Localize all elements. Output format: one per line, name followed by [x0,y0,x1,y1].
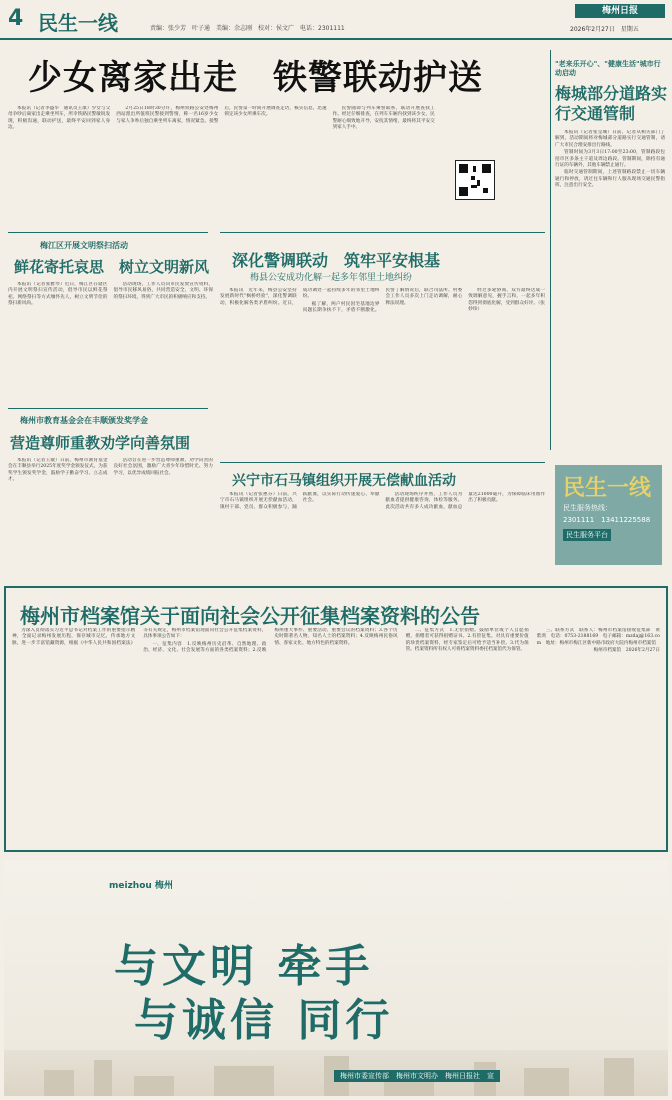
fund-body: 本报讯（记者张雅琴）近日，梅江区在辖区内开展文明祭扫宣传活动，倡导市民以鲜花祭祀、网络祭扫等方式缅怀先人，树立文明节俭的祭扫新风尚。 活动现场，工作人员向市民发放宣传资料，倡导市民移风易俗，共同营造安全、文明、环保的祭扫环境，得到广大市民的积极响应和支持。 [8,282,213,307]
sidebar-headline: 梅城部分道路实行交通管制 [555,84,668,123]
page-number: 4 [8,6,24,31]
column-divider [550,50,551,450]
edu-body: 本报讯（记者王敏）日前，梅州市教育基金会在丰顺县举行2025年度奖学金颁发仪式，为获奖学生颁发奖学金，鼓励学子勤奋学习、立志成才。 活动旨在进一步营造尊师重教、劝学向善的良好社会氛围，激励广大青少年珍惜时光、努力学习，以优异成绩回报社会。 [8,458,213,483]
divider [8,232,208,233]
police-subhead: 梅县公安成功化解一起多年邻里土地纠纷 [250,273,413,283]
hotline-ad [555,465,662,565]
sidebar-kicker: "老来乐开心"、"健康生活"城市行动启动 [555,60,661,77]
banner-line-1: 与文明 牵手 [114,941,374,992]
edu-headline: 营造尊师重教劝学向善氛围 [10,434,191,452]
ad-title: 民生一线 [563,476,652,501]
civic-banner [4,860,668,1096]
qr-code-icon [455,160,495,200]
sidebar-body: 本报讯（记者张莹珊）日前，记者从相关部门了解到，活动期间将对梅城部分道路实行交通管制，请广大市民合理安排出行路线。 管制时间为3月3日17:00至23:00，管制路段包括市区多条主干道及周边路段。管制期间，除持有通行证的车辆外，其他车辆禁止通行。 临时交通管制期间，上述管制路段禁止一切车辆通行和停放，请过往车辆和行人服从现场交通民警指挥，注意出行安全。 [555,130,665,189]
divider [8,408,208,409]
blood-headline: 兴宁市石马镇组织开展无偿献血活动 [232,473,456,489]
section-title: 民生一线 [38,11,118,35]
archive-body: 为深入贯彻落实习近平总书记对档案工作的重要指示精神，全面记录梅州发展历程，保存城市记忆，传承地方文脉，进一步丰富馆藏资源，根据《中华人民共和国档案法》等有关规定，梅州市档案馆现面向社会公开征集档案资料，具体事项公告如下： 一、征集内容 1.反映梅州历史沿革、自然地理、政治、经济、文化、社会发展等方面的各类档案资料；2.反映梅州重大事件、重要活动、重要会议的档案资料；3.各个历史时期著名人物、知名人士的档案资料；4.反映梅州民俗风情、客家文化、地方特色的档案资料。 二、征集方式 1.无偿捐赠。鼓励单位或个人自愿捐赠，捐赠者可获得捐赠证书。2.有偿征集。对具有重要价值的珍贵档案资料，经专家鉴定后可给予适当补偿。3.代为保管。档案资料所有权人可将档案资料委托档案馆代为保管。 三、联系方式 联系人：梅州市档案馆接收征集部 黄紫鸿 电话：0753-2188169 电子邮箱：mzdaj@163.com 地址：梅州市梅江区新中路市政府大院内梅州市档案馆 梅州市档案馆 2026年2月27日 [12,628,660,654]
fund-kicker: 梅江区开展文明祭扫活动 [40,241,128,250]
edu-kicker: 梅州市教育基金会在丰顺颁发奖学金 [20,416,148,425]
ad-hotline-label: 民生服务热线： [563,504,612,512]
lead-headline: 少女离家出走 铁警联动护送 [28,58,483,98]
editor-credits: 责编：张少芳 叶子通 美编：余志刚 校对：侯文广 电话：2301111 [150,25,345,32]
fund-headline: 鲜花寄托哀思 树立文明新风 [14,258,210,276]
banner-brand: meizhou 梅州 [109,881,173,891]
banner-line-2: 与诚信 同行 [134,995,394,1046]
archive-headline: 梅州市档案馆关于面向社会公开征集档案资料的公告 [20,604,480,628]
blood-body: 本报讯（记者张惠芬）日前，兴宁市石马镇组织开展无偿献血活动，镇村干部、党员、群众积极参与，踊跃献血，以实际行动传递爱心、奉献社会。 活动现场秩序井然，工作人员为献血者提供健康咨询、体检等服务。此次活动共有多人成功献血，献血总量达21000毫升，为保障临床用血作出了积极贡献。 [220,492,545,510]
police-headline: 深化警调联动 筑牢平安根基 [232,251,441,270]
banner-sponsors: 梅州市委宣传部 梅州市文明办 梅州日报社 宣 [334,1070,500,1082]
ad-phone: 2301111 13411225588 [563,516,651,524]
police-body: 本报讯 近年来，梅县公安坚持发展新时代"枫桥经验"，深化警调联动，积极化解各类矛盾纠纷。近日，成功调处一起持续多年的邻里土地纠纷。 据了解，两户村民因宅基地边界问题长期争执不下，矛盾不断激化。民警了解情况后，联合司法所、村委会工作人员多次上门走访调解，耐心释法说理。 经过多轮协商，双方最终达成一致调解意见，握手言和，一起多年积怨得到彻底化解，受到群众好评。（张妙珍） [220,288,545,314]
lead-body: 本报讯（记者李盛华 通讯员王康）少女与父母争吵后离家出走乘坐列车，所幸铁路民警敏锐发现，积极沟通，联动护送，最终平安回到家人身边。 2月25日18时30分许，梅州铁路公安处梅州西站派出所值班民警接到警情，称一名16岁少女与家人争吵后独自乘坐列车离家，情况紧急。接警后，民警第一时间开展调查走访，核实信息，迅速锁定该少女所乘车次。 民警随即与列车乘警联系，联动开展查找工作。经过仔细排查，在列车车厢内找到该少女。民警耐心细致地开导，安抚其情绪，最终将其平安交到家人手中。 [8,106,435,131]
divider [220,232,545,233]
ad-service: 民生服务平台 [563,529,611,541]
dateline: 2026年2月27日 星期五 [570,26,639,33]
divider [220,462,545,463]
newspaper-logo: 梅州日报 [575,4,665,18]
